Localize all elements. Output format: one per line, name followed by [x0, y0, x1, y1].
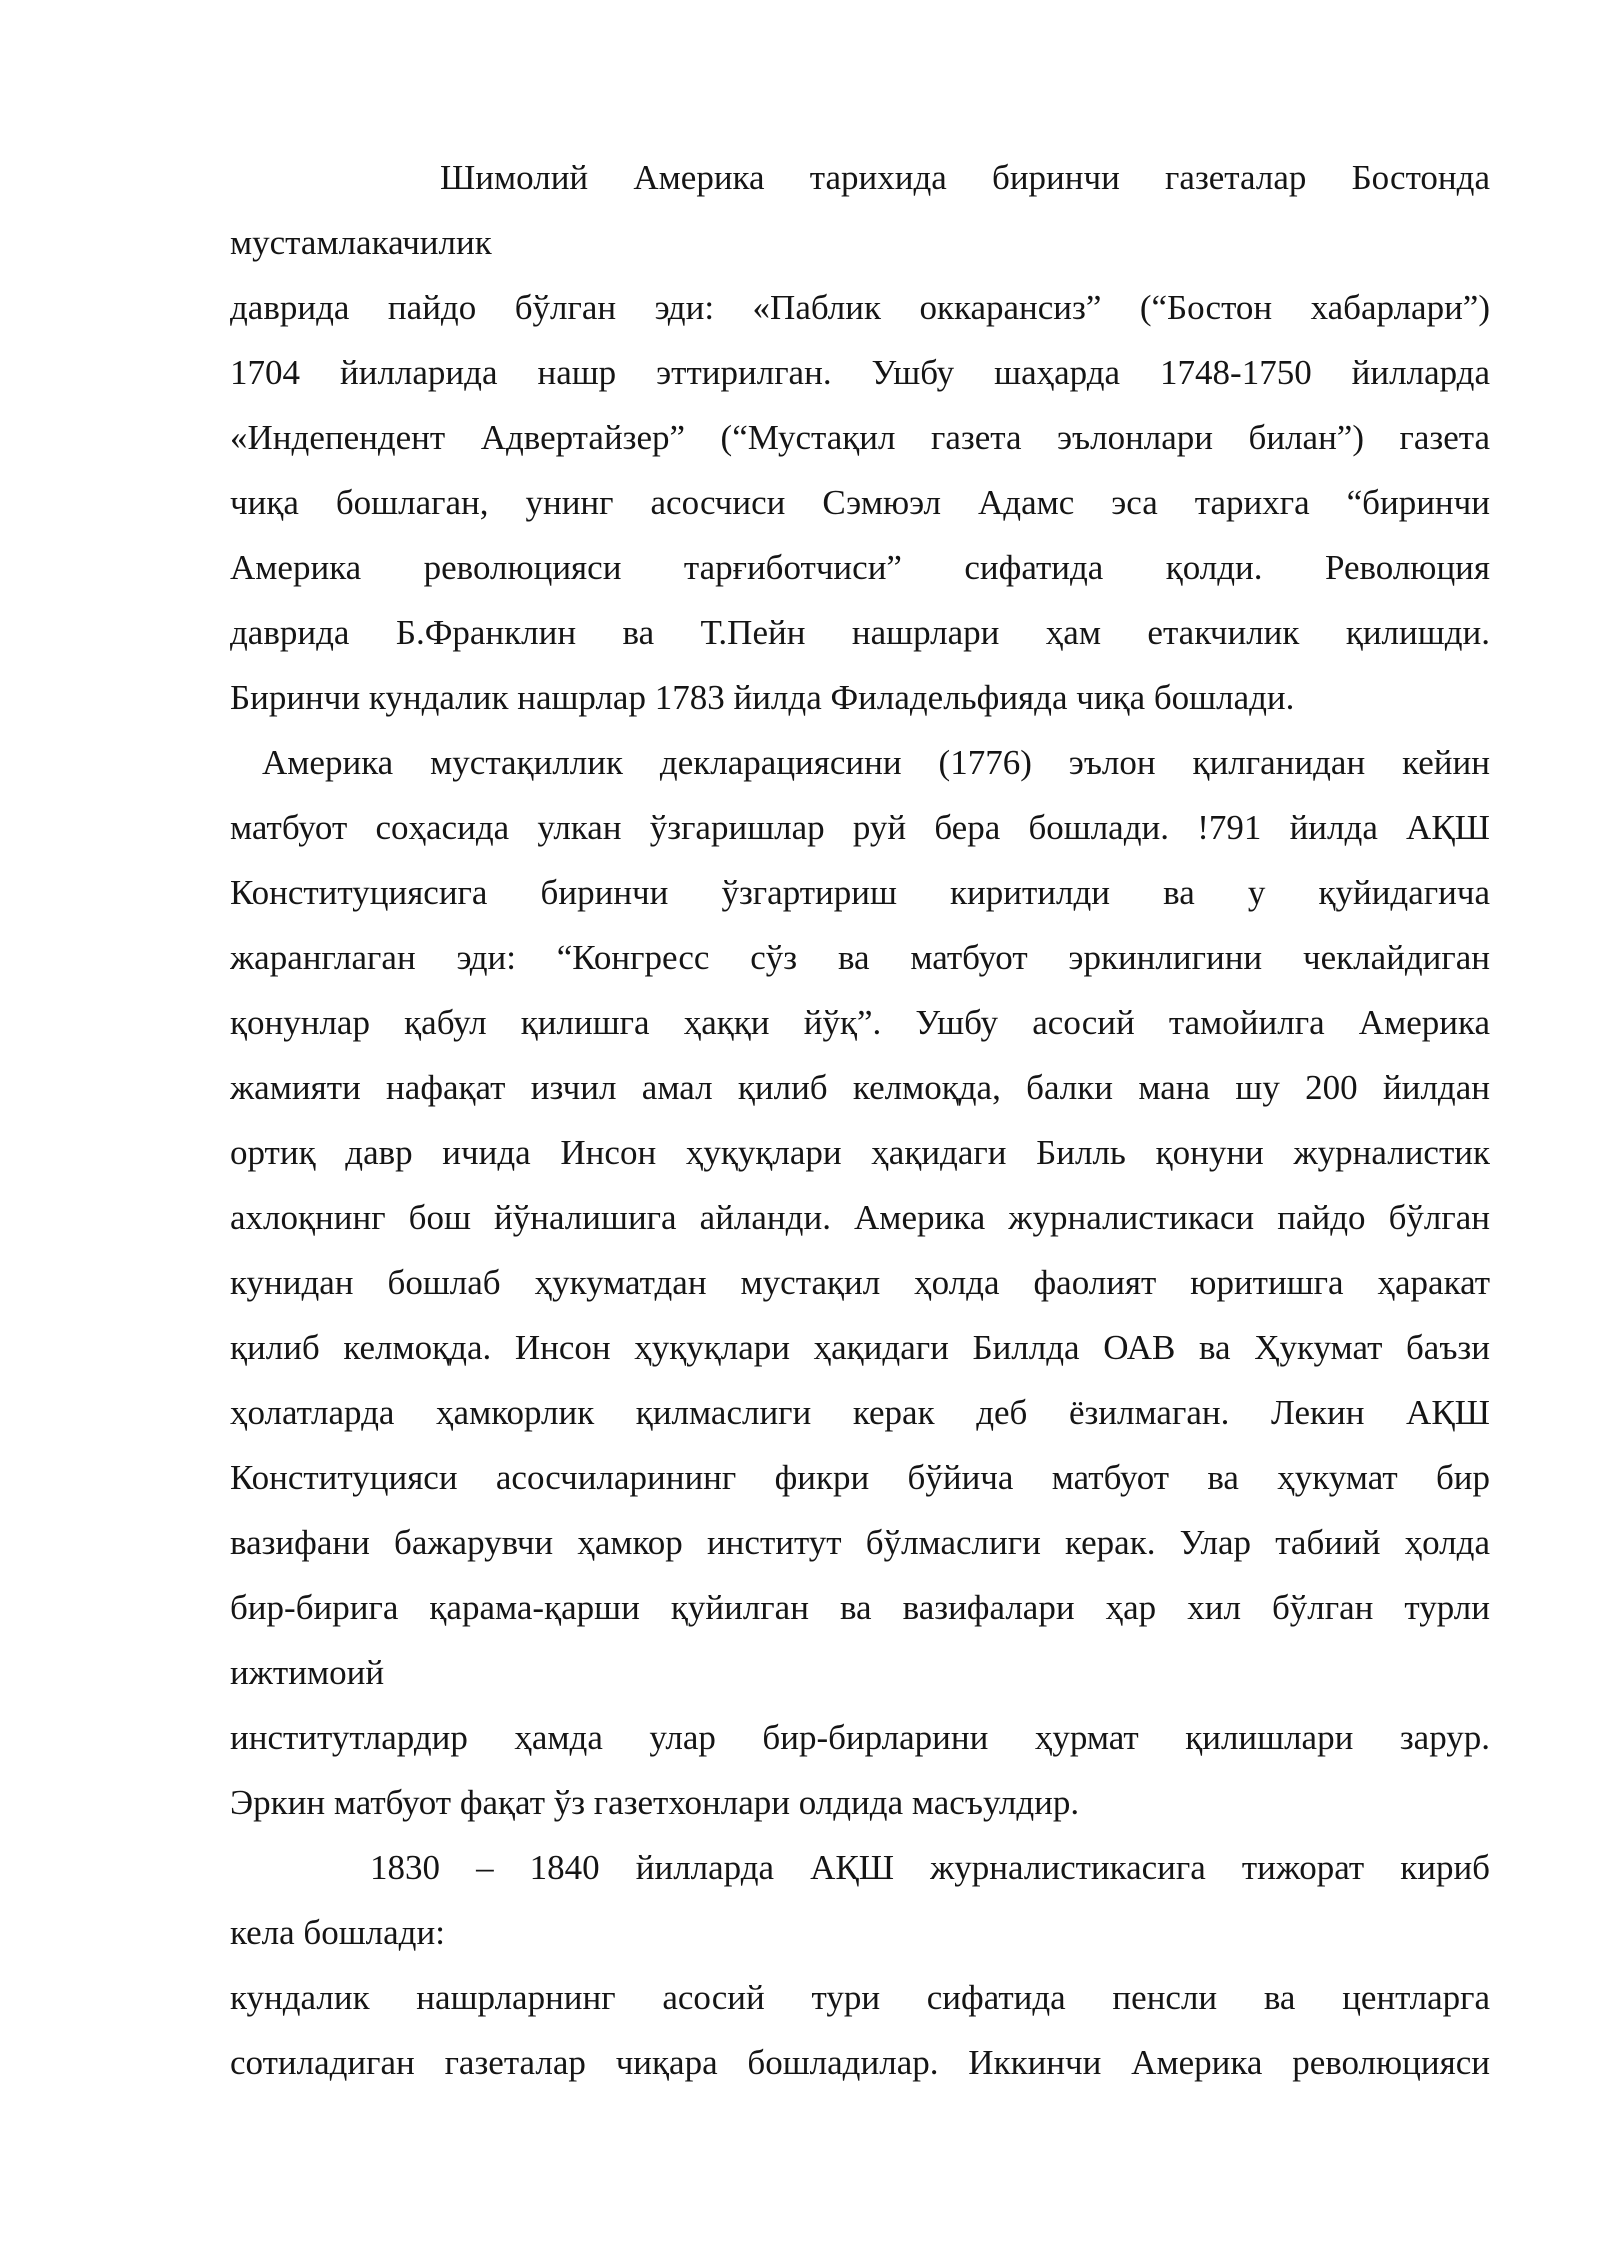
text-line: даврида пайдо бўлган эди: «Паблик оккарансиз” (“Бостон хабарлари”): [230, 288, 1490, 327]
text-line: ҳолатларда ҳамкорлик қилмаслиги керак деб ёзилмаган. Лекин АҚШ: [230, 1393, 1490, 1432]
text-line: Конституциясига биринчи ўзгартириш киритилди ва у қуйидагича: [230, 873, 1490, 912]
body-text: [230, 150, 1490, 2100]
text-line: Конституцияси асосчиларининг фикри бўйича матбуот ва ҳукумат бир: [230, 1458, 1490, 1497]
text-line: қилиб келмоқда. Инсон ҳуқуқлари ҳақидаги Биллда ОАВ ва Ҳукумат баъзи: [230, 1328, 1490, 1367]
text-line: Эркин матбуот фақат ўз газетхонлари олдида масъулдир.: [230, 1783, 1080, 1822]
text-line: матбуот соҳасида улкан ўзгаришлар руй бера бошлади. !791 йилда АҚШ: [230, 808, 1490, 847]
text-line: қонунлар қабул қилишга ҳаққи йўқ”. Ушбу асосий тамойилга Америка: [230, 1003, 1490, 1042]
text-line: сотиладиган газеталар чиқара бошладилар. Иккинчи Америка революцияси: [230, 2043, 1490, 2082]
text-line: кундалик нашрларнинг асосий тури сифатида пенсли ва центларга: [230, 1978, 1490, 2017]
text-line: вазифани бажарувчи ҳамкор институт бўлмаслиги керак. Улар табиий ҳолда: [230, 1523, 1490, 1562]
text-line: Биринчи кундалик нашрлар 1783 йилда Филадельфияда чиқа бошлади.: [230, 678, 1295, 717]
text-line: 1830 – 1840 йилларда АҚШ журналистикасига тижорат кириб: [370, 1848, 1490, 1887]
text-line: 1704 йилларида нашр эттирилган. Ушбу шаҳарда 1748-1750 йилларда: [230, 353, 1490, 392]
text-line: мустамлакачилик: [230, 223, 492, 262]
text-line: ахлоқнинг бош йўналишига айланди. Америка журналистикаси пайдо бўлган: [230, 1198, 1490, 1237]
text-line: институтлардир ҳамда улар бир-бирларини ҳурмат қилишлари зарур.: [230, 1718, 1490, 1757]
text-line: Шимолий Америка тарихида биринчи газеталар Бостонда: [440, 158, 1490, 197]
text-line: Америка революцияси тарғиботчиси” сифатида қолди. Революция: [230, 548, 1490, 587]
text-line: ижтимоий: [230, 1653, 385, 1692]
text-line: жаранглаган эди: “Конгресс сўз ва матбуот эркинлигини чеклайдиган: [230, 938, 1490, 977]
text-line: чиқа бошлаган, унинг асосчиси Сэмюэл Адамс эса тарихга “биринчи: [230, 483, 1490, 522]
text-line: кела бошлади:: [230, 1913, 445, 1952]
text-line: кунидан бошлаб ҳукуматдан мустақил ҳолда фаолият юритишга ҳаракат: [230, 1263, 1490, 1302]
text-line: жамияти нафақат изчил амал қилиб келмоқда, балки мана шу 200 йилдан: [230, 1068, 1490, 1107]
text-line: ортиқ давр ичида Инсон ҳуқуқлари ҳақидаги Билль қонуни журналистик: [230, 1133, 1490, 1172]
text-line: Америка мустақиллик декларациясини (1776) эълон қилганидан кейин: [262, 743, 1490, 782]
text-line: даврида Б.Франклин ва Т.Пейн нашрлари ҳам етакчилик қилишди.: [230, 613, 1490, 652]
text-line: «Индепендент Адвертайзер” (“Мустақил газета эълонлари билан”) газета: [230, 418, 1490, 457]
text-line: бир-бирига қарама-қарши қуйилган ва вазифалари ҳар хил бўлган турли: [230, 1588, 1490, 1627]
